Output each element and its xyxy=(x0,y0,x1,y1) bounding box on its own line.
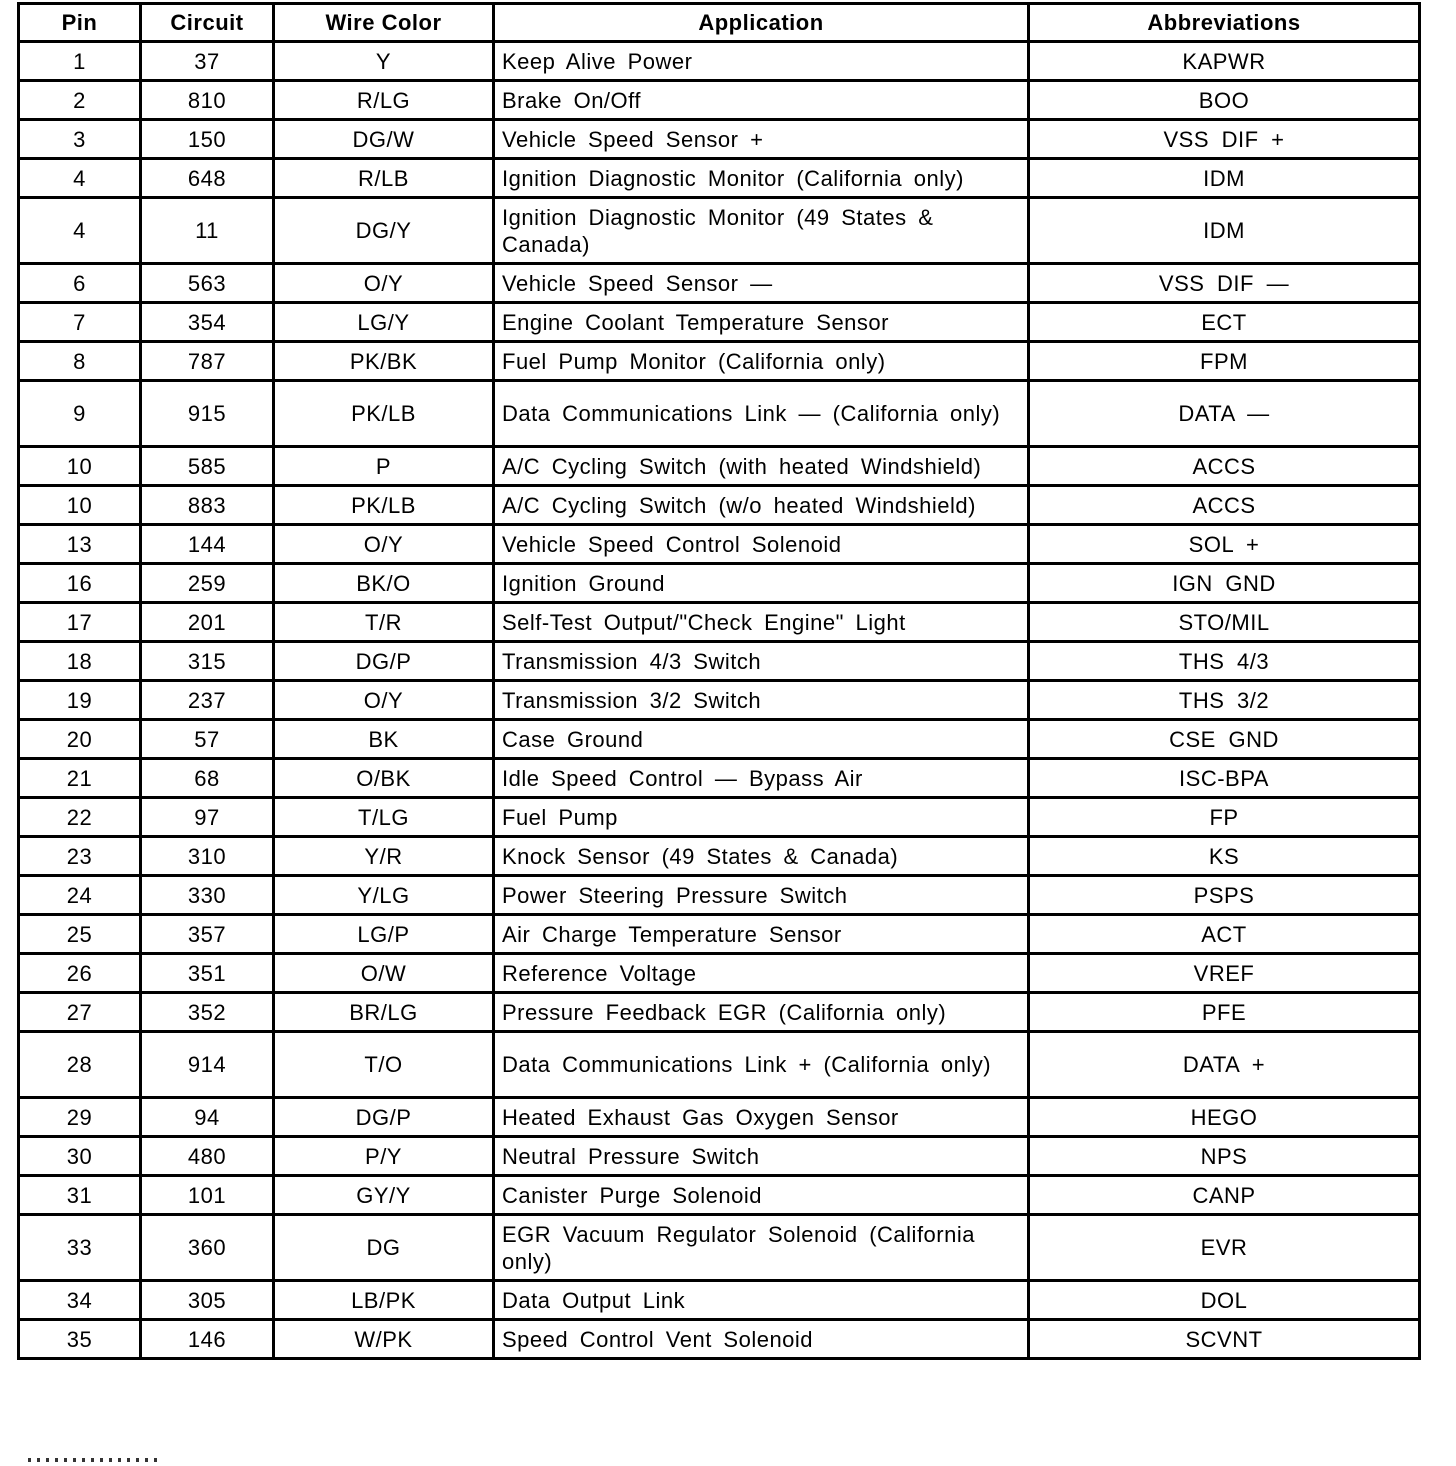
application-cell: Engine Coolant Temperature Sensor xyxy=(494,303,1029,342)
table-row xyxy=(19,159,1420,198)
table-header-row xyxy=(19,4,1420,42)
circuit-cell: 480 xyxy=(141,1137,274,1176)
pin-cell: 29 xyxy=(19,1098,141,1137)
application-cell: Vehicle Speed Sensor + xyxy=(494,120,1029,159)
wire-color-cell: DG/W xyxy=(274,120,494,159)
pin-cell: 19 xyxy=(19,681,141,720)
pin-cell: 35 xyxy=(19,1320,141,1359)
circuit-cell: 648 xyxy=(141,159,274,198)
circuit-cell: 914 xyxy=(141,1032,274,1098)
circuit-cell: 810 xyxy=(141,81,274,120)
circuit-cell: 351 xyxy=(141,954,274,993)
pin-cell: 20 xyxy=(19,720,141,759)
application-cell: Canister Purge Solenoid xyxy=(494,1176,1029,1215)
circuit-cell: 585 xyxy=(141,447,274,486)
pin-cell: 4 xyxy=(19,159,141,198)
table-row xyxy=(19,447,1420,486)
abbreviation-cell: IDM xyxy=(1029,198,1420,264)
abbreviation-cell: THS 4/3 xyxy=(1029,642,1420,681)
abbreviation-cell: DOL xyxy=(1029,1281,1420,1320)
application-cell: Ignition Ground xyxy=(494,564,1029,603)
application-cell: Speed Control Vent Solenoid xyxy=(494,1320,1029,1359)
table-row xyxy=(19,1215,1420,1281)
wire-color-cell: BK/O xyxy=(274,564,494,603)
application-cell: Heated Exhaust Gas Oxygen Sensor xyxy=(494,1098,1029,1137)
table-row xyxy=(19,642,1420,681)
application-cell: Air Charge Temperature Sensor xyxy=(494,915,1029,954)
circuit-cell: 315 xyxy=(141,642,274,681)
pinout-table xyxy=(17,2,1421,1360)
pin-cell: 18 xyxy=(19,642,141,681)
table-row xyxy=(19,759,1420,798)
wire-color-cell: BR/LG xyxy=(274,993,494,1032)
table-row xyxy=(19,1098,1420,1137)
abbreviation-cell: FPM xyxy=(1029,342,1420,381)
pin-cell: 10 xyxy=(19,447,141,486)
abbreviation-cell: IGN GND xyxy=(1029,564,1420,603)
pin-cell: 26 xyxy=(19,954,141,993)
header-application: Application xyxy=(494,4,1029,42)
abbreviation-cell: KS xyxy=(1029,837,1420,876)
wire-color-cell: DG xyxy=(274,1215,494,1281)
circuit-cell: 94 xyxy=(141,1098,274,1137)
wire-color-cell: T/LG xyxy=(274,798,494,837)
application-cell: Transmission 4/3 Switch xyxy=(494,642,1029,681)
circuit-cell: 357 xyxy=(141,915,274,954)
table-row xyxy=(19,1281,1420,1320)
header-abbreviations: Abbreviations xyxy=(1029,4,1420,42)
footer-dotted-mark xyxy=(28,1458,158,1462)
abbreviation-cell: ECT xyxy=(1029,303,1420,342)
application-cell: Power Steering Pressure Switch xyxy=(494,876,1029,915)
header-circuit: Circuit xyxy=(141,4,274,42)
abbreviation-cell: PSPS xyxy=(1029,876,1420,915)
circuit-cell: 360 xyxy=(141,1215,274,1281)
abbreviation-cell: SCVNT xyxy=(1029,1320,1420,1359)
pin-cell: 9 xyxy=(19,381,141,447)
wire-color-cell: W/PK xyxy=(274,1320,494,1359)
wire-color-cell: DG/P xyxy=(274,642,494,681)
pin-cell: 27 xyxy=(19,993,141,1032)
circuit-cell: 310 xyxy=(141,837,274,876)
application-cell: Reference Voltage xyxy=(494,954,1029,993)
pin-cell: 23 xyxy=(19,837,141,876)
table-row xyxy=(19,486,1420,525)
application-cell: Pressure Feedback EGR (California only) xyxy=(494,993,1029,1032)
table-row xyxy=(19,915,1420,954)
table-row xyxy=(19,1176,1420,1215)
application-cell: Data Communications Link — (California only) xyxy=(494,381,1029,447)
circuit-cell: 354 xyxy=(141,303,274,342)
wire-color-cell: O/Y xyxy=(274,525,494,564)
application-cell: Keep Alive Power xyxy=(494,42,1029,81)
circuit-cell: 146 xyxy=(141,1320,274,1359)
table-row xyxy=(19,1032,1420,1098)
wire-color-cell: LG/Y xyxy=(274,303,494,342)
pin-cell: 7 xyxy=(19,303,141,342)
table-row xyxy=(19,954,1420,993)
header-pin: Pin xyxy=(19,4,141,42)
abbreviation-cell: THS 3/2 xyxy=(1029,681,1420,720)
abbreviation-cell: SOL + xyxy=(1029,525,1420,564)
wire-color-cell: Y/R xyxy=(274,837,494,876)
application-cell: Transmission 3/2 Switch xyxy=(494,681,1029,720)
abbreviation-cell: ACCS xyxy=(1029,486,1420,525)
table-row xyxy=(19,681,1420,720)
abbreviation-cell: EVR xyxy=(1029,1215,1420,1281)
abbreviation-cell: VSS DIF + xyxy=(1029,120,1420,159)
application-cell: EGR Vacuum Regulator Solenoid (California only) xyxy=(494,1215,1029,1281)
wire-color-cell: PK/LB xyxy=(274,381,494,447)
wire-color-cell: P xyxy=(274,447,494,486)
pin-cell: 6 xyxy=(19,264,141,303)
application-cell: Vehicle Speed Control Solenoid xyxy=(494,525,1029,564)
circuit-cell: 144 xyxy=(141,525,274,564)
pin-cell: 8 xyxy=(19,342,141,381)
application-cell: A/C Cycling Switch (with heated Windshield) xyxy=(494,447,1029,486)
abbreviation-cell: BOO xyxy=(1029,81,1420,120)
wire-color-cell: T/O xyxy=(274,1032,494,1098)
abbreviation-cell: IDM xyxy=(1029,159,1420,198)
abbreviation-cell: CSE GND xyxy=(1029,720,1420,759)
abbreviation-cell: CANP xyxy=(1029,1176,1420,1215)
wire-color-cell: DG/P xyxy=(274,1098,494,1137)
circuit-cell: 150 xyxy=(141,120,274,159)
table-row xyxy=(19,525,1420,564)
table-row xyxy=(19,81,1420,120)
application-cell: Vehicle Speed Sensor — xyxy=(494,264,1029,303)
circuit-cell: 915 xyxy=(141,381,274,447)
application-cell: Ignition Diagnostic Monitor (California only) xyxy=(494,159,1029,198)
table-row xyxy=(19,603,1420,642)
pin-cell: 10 xyxy=(19,486,141,525)
table-row xyxy=(19,837,1420,876)
wire-color-cell: Y xyxy=(274,42,494,81)
wire-color-cell: R/LG xyxy=(274,81,494,120)
pin-cell: 17 xyxy=(19,603,141,642)
application-cell: Knock Sensor (49 States & Canada) xyxy=(494,837,1029,876)
application-cell: Data Communications Link + (California only) xyxy=(494,1032,1029,1098)
circuit-cell: 330 xyxy=(141,876,274,915)
pin-cell: 24 xyxy=(19,876,141,915)
circuit-cell: 352 xyxy=(141,993,274,1032)
abbreviation-cell: VREF xyxy=(1029,954,1420,993)
circuit-cell: 305 xyxy=(141,1281,274,1320)
wire-color-cell: O/Y xyxy=(274,264,494,303)
table-row xyxy=(19,198,1420,264)
abbreviation-cell: PFE xyxy=(1029,993,1420,1032)
table-row xyxy=(19,1320,1420,1359)
wire-color-cell: O/Y xyxy=(274,681,494,720)
pin-cell: 33 xyxy=(19,1215,141,1281)
table-row xyxy=(19,720,1420,759)
abbreviation-cell: FP xyxy=(1029,798,1420,837)
wire-color-cell: PK/LB xyxy=(274,486,494,525)
pin-cell: 1 xyxy=(19,42,141,81)
abbreviation-cell: HEGO xyxy=(1029,1098,1420,1137)
wire-color-cell: Y/LG xyxy=(274,876,494,915)
abbreviation-cell: VSS DIF — xyxy=(1029,264,1420,303)
abbreviation-cell: ISC-BPA xyxy=(1029,759,1420,798)
table-row xyxy=(19,264,1420,303)
pin-cell: 4 xyxy=(19,198,141,264)
abbreviation-cell: ACCS xyxy=(1029,447,1420,486)
application-cell: Ignition Diagnostic Monitor (49 States & Canada) xyxy=(494,198,1029,264)
abbreviation-cell: DATA + xyxy=(1029,1032,1420,1098)
table-row xyxy=(19,564,1420,603)
header-wire-color: Wire Color xyxy=(274,4,494,42)
wire-color-cell: R/LB xyxy=(274,159,494,198)
circuit-cell: 883 xyxy=(141,486,274,525)
table-row xyxy=(19,342,1420,381)
table-row xyxy=(19,381,1420,447)
pin-cell: 13 xyxy=(19,525,141,564)
wire-color-cell: T/R xyxy=(274,603,494,642)
table-row xyxy=(19,993,1420,1032)
pin-cell: 25 xyxy=(19,915,141,954)
abbreviation-cell: NPS xyxy=(1029,1137,1420,1176)
application-cell: Self-Test Output/"Check Engine" Light xyxy=(494,603,1029,642)
circuit-cell: 68 xyxy=(141,759,274,798)
application-cell: Fuel Pump xyxy=(494,798,1029,837)
wire-color-cell: O/W xyxy=(274,954,494,993)
pin-cell: 30 xyxy=(19,1137,141,1176)
abbreviation-cell: ACT xyxy=(1029,915,1420,954)
wire-color-cell: GY/Y xyxy=(274,1176,494,1215)
pin-cell: 31 xyxy=(19,1176,141,1215)
circuit-cell: 787 xyxy=(141,342,274,381)
pin-cell: 16 xyxy=(19,564,141,603)
table-row xyxy=(19,42,1420,81)
wire-color-cell: LG/P xyxy=(274,915,494,954)
circuit-cell: 57 xyxy=(141,720,274,759)
circuit-cell: 97 xyxy=(141,798,274,837)
pin-cell: 34 xyxy=(19,1281,141,1320)
pin-cell: 21 xyxy=(19,759,141,798)
wire-color-cell: PK/BK xyxy=(274,342,494,381)
pin-cell: 3 xyxy=(19,120,141,159)
wire-color-cell: DG/Y xyxy=(274,198,494,264)
circuit-cell: 563 xyxy=(141,264,274,303)
pin-cell: 2 xyxy=(19,81,141,120)
table-row xyxy=(19,120,1420,159)
circuit-cell: 237 xyxy=(141,681,274,720)
application-cell: A/C Cycling Switch (w/o heated Windshield) xyxy=(494,486,1029,525)
wire-color-cell: P/Y xyxy=(274,1137,494,1176)
abbreviation-cell: DATA — xyxy=(1029,381,1420,447)
pin-cell: 22 xyxy=(19,798,141,837)
circuit-cell: 101 xyxy=(141,1176,274,1215)
circuit-cell: 201 xyxy=(141,603,274,642)
wire-color-cell: LB/PK xyxy=(274,1281,494,1320)
abbreviation-cell: KAPWR xyxy=(1029,42,1420,81)
table-row xyxy=(19,303,1420,342)
circuit-cell: 259 xyxy=(141,564,274,603)
application-cell: Idle Speed Control — Bypass Air xyxy=(494,759,1029,798)
abbreviation-cell: STO/MIL xyxy=(1029,603,1420,642)
wire-color-cell: O/BK xyxy=(274,759,494,798)
circuit-cell: 37 xyxy=(141,42,274,81)
table-row xyxy=(19,876,1420,915)
application-cell: Fuel Pump Monitor (California only) xyxy=(494,342,1029,381)
application-cell: Brake On/Off xyxy=(494,81,1029,120)
application-cell: Case Ground xyxy=(494,720,1029,759)
application-cell: Neutral Pressure Switch xyxy=(494,1137,1029,1176)
pin-cell: 28 xyxy=(19,1032,141,1098)
table-row xyxy=(19,798,1420,837)
circuit-cell: 11 xyxy=(141,198,274,264)
application-cell: Data Output Link xyxy=(494,1281,1029,1320)
table-row xyxy=(19,1137,1420,1176)
wire-color-cell: BK xyxy=(274,720,494,759)
